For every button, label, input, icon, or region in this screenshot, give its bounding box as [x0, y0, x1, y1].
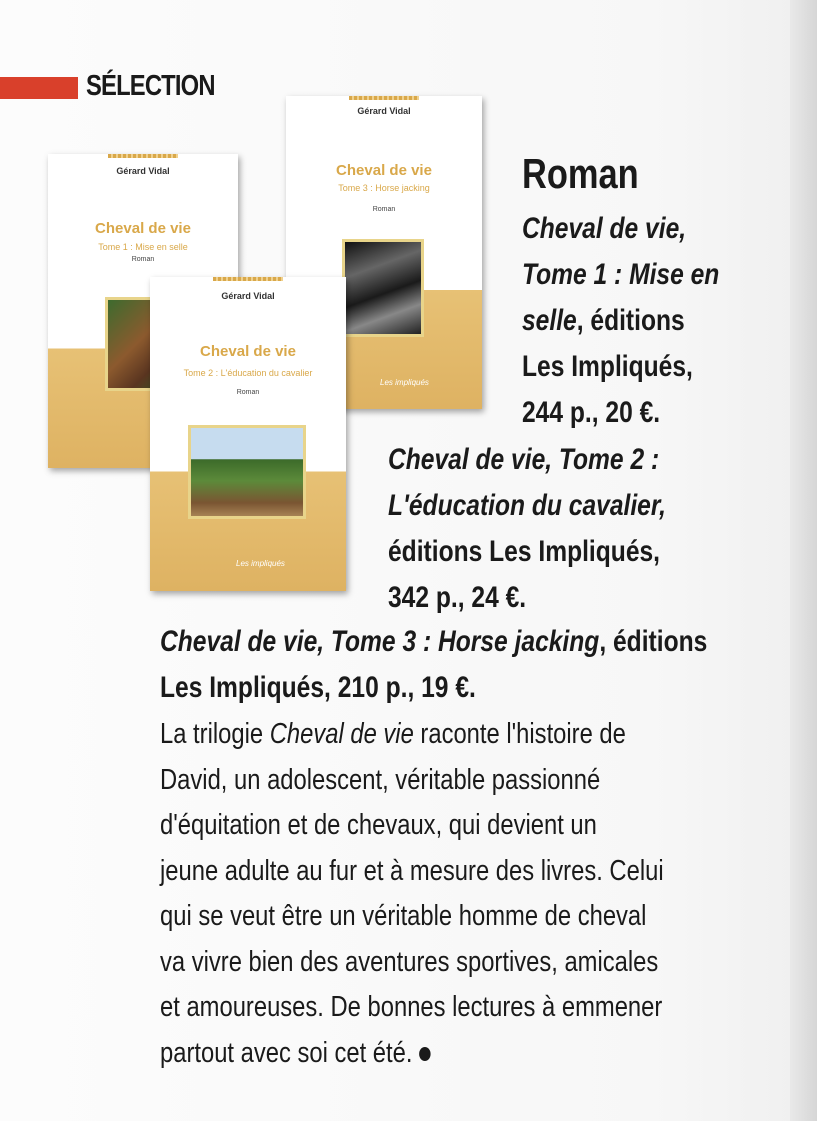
cover-subtitle: Tome 2 : L'éducation du cavalier: [183, 368, 313, 378]
body-line: et amoureuses. De bonnes lectures à emmener: [160, 991, 663, 1023]
article-category: Roman: [522, 150, 639, 197]
body-line: David, un adolescent, véritable passionné: [160, 763, 601, 796]
cover-ornament: [349, 96, 419, 100]
section-label: SÉLECTION: [86, 70, 215, 102]
ref-title: Cheval de vie,: [522, 212, 687, 245]
ref-publisher: Les Impliqués,: [522, 350, 693, 383]
ref-title: Tome 1 : Mise en: [522, 258, 720, 291]
body-line: d'équitation et de chevaux, qui devient un: [160, 809, 597, 841]
ref-title: Cheval de vie, Tome 2 :: [388, 443, 660, 476]
cover-author: Gérard Vidal: [221, 291, 275, 301]
body-line: jeune adulte au fur et à mesure des livres. Celui: [160, 854, 664, 887]
cover-title: Cheval de vie: [336, 162, 432, 179]
body-line: va vivre bien des aventures sportives, amicales: [160, 945, 659, 978]
body-line: partout avec soi cet été.: [160, 1036, 413, 1069]
cover-photo-rider: [188, 425, 306, 519]
cover-publisher: Les impliqués: [380, 378, 429, 387]
cover-subtitle: Tome 1 : Mise en selle: [98, 242, 188, 252]
ref-publisher: , éditions: [599, 625, 708, 658]
ref-details: Les Impliqués, 210 p., 19 €.: [160, 671, 476, 704]
end-mark-icon: [419, 1047, 430, 1061]
cover-photo-horse: [342, 239, 424, 337]
ref-details: 244 p., 20 €.: [522, 396, 661, 429]
ref-title: Cheval de vie, Tome 3 : Horse jacking: [160, 625, 600, 658]
cover-title: Cheval de vie: [200, 343, 296, 360]
page-edge: [790, 0, 817, 1121]
body-line: qui se veut être un véritable homme de cheval: [160, 900, 647, 932]
cover-genre: Roman: [236, 389, 260, 396]
ref-details: 342 p., 24 €.: [388, 581, 527, 614]
book-reference-1: [522, 206, 719, 436]
cover-author: Gérard Vidal: [116, 166, 170, 176]
cover-genre: Roman: [372, 206, 396, 213]
article-body: La trilogie Cheval de vie raconte l'histoire de David, un adolescent, véritable passionné d'équitation et de chevaux, qui devient un jeune adulte au fur et à mesure des livres. Celui qui se veut être un véritable homme de cheval va vivre bien des aventures sportives, amicales et amoureuses. De bonnes lectures à emmener partout avec soi cet été.: [160, 718, 664, 1069]
cover-subtitle: Tome 3 : Horse jacking: [338, 183, 430, 193]
section-marker: [0, 77, 78, 99]
ref-publisher: éditions Les Impliqués,: [388, 535, 661, 568]
ref-title: selle: [522, 304, 577, 337]
cover-ornament: [108, 154, 178, 158]
book-title-inline: Cheval de vie: [269, 718, 414, 750]
cover-ornament: [213, 277, 283, 281]
cover-title: Cheval de vie: [95, 220, 191, 237]
book-cover-tome-2: [150, 277, 346, 591]
ref-publisher: , éditions: [576, 304, 685, 337]
cover-genre: Roman: [131, 256, 155, 263]
cover-publisher: Les impliqués: [236, 559, 285, 568]
book-reference-2: [388, 437, 666, 621]
cover-author: Gérard Vidal: [357, 106, 411, 116]
book-reference-3: [160, 619, 707, 711]
ref-title: L'éducation du cavalier,: [388, 489, 666, 522]
